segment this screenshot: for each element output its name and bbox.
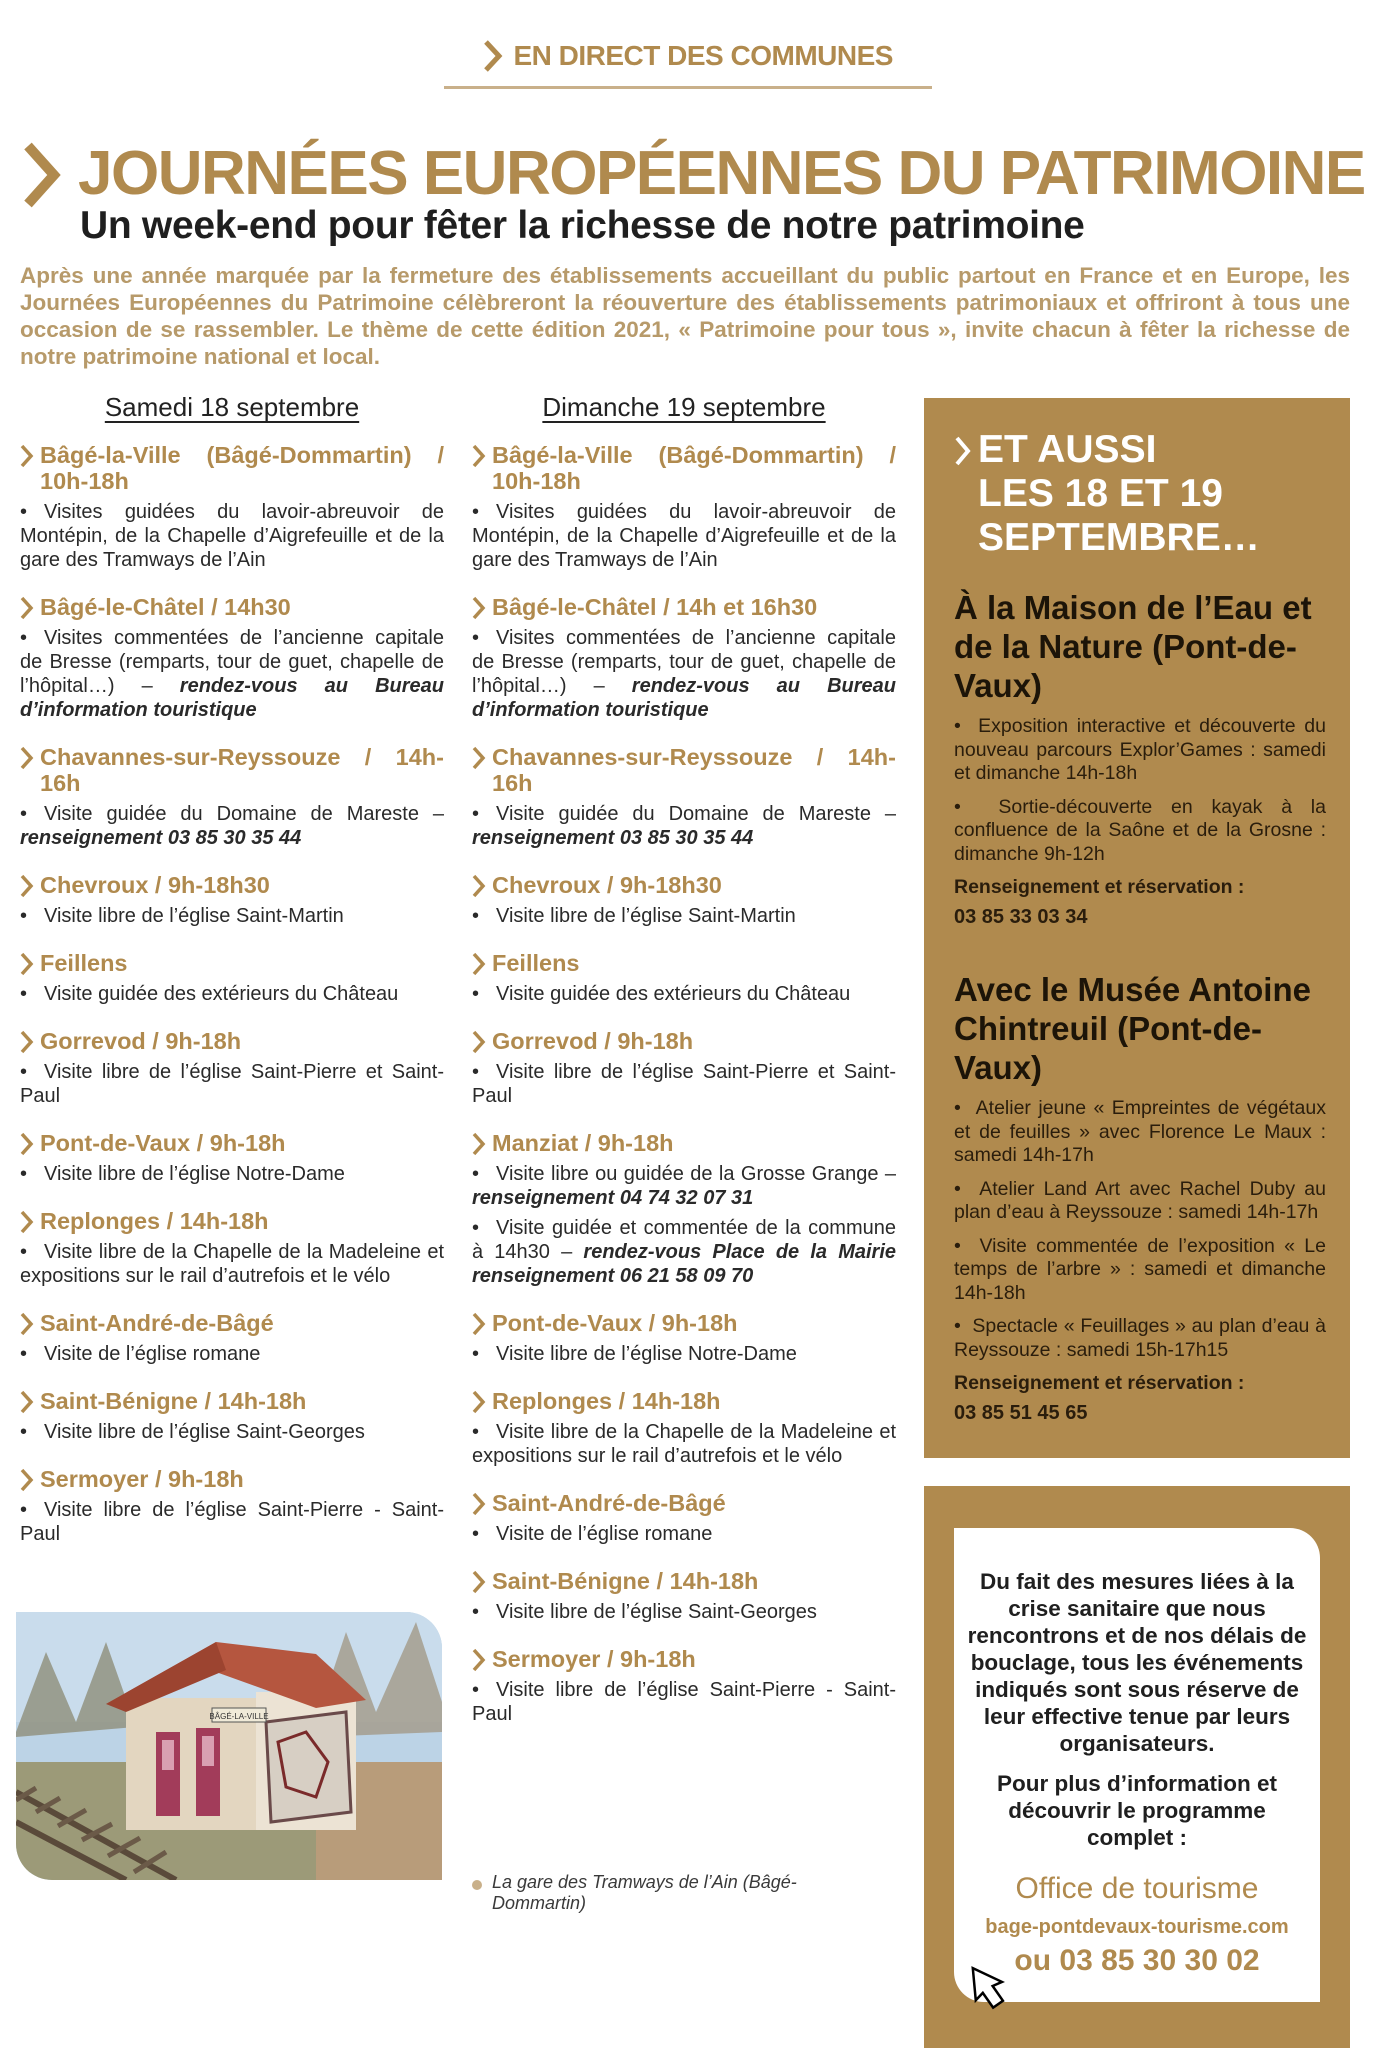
event-description: • Visite de l’église romane <box>472 1523 713 1545</box>
event-contact: renseignement 04 74 32 07 31 <box>472 1187 754 1209</box>
event-item <box>472 1388 896 1468</box>
event-title: Chevroux / 9h-18h30 <box>472 872 896 898</box>
musee-section <box>954 970 1326 1435</box>
chevron-right-icon <box>20 1468 34 1492</box>
event-title: Saint-André-de-Bâgé <box>472 1490 896 1516</box>
also-heading <box>954 428 1334 560</box>
event-item <box>472 1130 896 1288</box>
maison-title: À la Maison de l’Eau et de la Nature (Pont-de-Vaux) <box>954 589 1312 704</box>
event-title: Gorrevod / 9h-18h <box>472 1028 896 1054</box>
event-description: • Visite libre de l’église Saint-Pierre et Saint-Paul <box>20 1061 444 1107</box>
sunday-event-list <box>472 442 896 1726</box>
also-heading-line-1: ET AUSSI <box>978 428 1157 471</box>
event-title: Bâgé-la-Ville (Bâgé-Dommartin) / 10h-18h <box>20 442 444 494</box>
sunday-column <box>472 392 896 1748</box>
event-description: • Visite guidée du Domaine de Mareste – renseignement 03 85 30 35 44 <box>20 803 444 849</box>
event-item <box>472 1646 896 1726</box>
photo-caption: La gare des Tramways de l’Ain (Bâgé-Dommartin) <box>492 1872 797 1913</box>
maison-reservation-label: Renseignement et réservation : <box>954 876 1245 898</box>
section-label: EN DIRECT DES COMMUNES <box>513 40 893 71</box>
event-contact: rendez-vous au Bureau d’information touristique <box>20 675 444 721</box>
event-item <box>472 442 896 572</box>
event-description: • Visites guidées du lavoir-abreuvoir de Montépin, de la Chapelle d’Aigrefeuille et de la gare des Tramways de l’Ain <box>20 501 444 571</box>
event-item <box>472 744 896 850</box>
event-description: • Visite libre de l’église Saint-Georges <box>20 1421 365 1443</box>
event-item <box>20 1208 444 1288</box>
sanitary-notice: Du fait des mesures liées à la crise sanitaire que nous rencontrons et de nos délais de bouclage, tous les événements indiqués sont sous réserve de leur effective tenue par leurs organisateurs. <box>967 1569 1307 1756</box>
event-item <box>20 1310 444 1366</box>
event-item <box>20 744 444 850</box>
musee-item-2: • Atelier Land Art avec Rachel Duby au plan d’eau à Reyssouze : samedi 14h-17h <box>954 1177 1326 1223</box>
event-item <box>472 1310 896 1366</box>
chevron-right-icon <box>472 874 486 898</box>
musee-title: Avec le Musée Antoine Chintreuil (Pont-de-Vaux) <box>954 971 1311 1086</box>
event-description: • Visite guidée des extérieurs du Château <box>20 983 399 1005</box>
event-item <box>472 950 896 1006</box>
event-item <box>472 1028 896 1108</box>
maison-item-1: • Exposition interactive et découverte du nouveau parcours Explor’Games : samedi et dimanche 14h-18h <box>954 715 1326 784</box>
musee-phone: 03 85 51 45 65 <box>954 1401 1088 1424</box>
event-description: • Visite guidée du Domaine de Mareste – renseignement 03 85 30 35 44 <box>472 803 896 849</box>
also-panel <box>924 398 1350 1458</box>
event-title: Pont-de-Vaux / 9h-18h <box>472 1310 896 1336</box>
cursor-arrow-icon <box>966 1962 1006 2012</box>
musee-item-3: • Visite commentée de l’exposition « Le temps de l’arbre » : samedi et dimanche 14h-18h <box>954 1234 1327 1304</box>
event-title: Sermoyer / 9h-18h <box>472 1646 896 1672</box>
event-description: • Visite libre de l’église Notre-Dame <box>20 1163 345 1185</box>
event-contact: renseignement 03 85 30 35 44 <box>20 827 302 849</box>
info-card <box>954 1528 1320 2002</box>
chevron-right-icon <box>20 1390 34 1414</box>
chevron-right-icon <box>472 596 486 620</box>
event-description: • Visite libre de l’église Saint-Pierre - Saint-Paul <box>472 1679 896 1725</box>
event-description: • Visite de l’église romane <box>20 1343 261 1365</box>
chevron-right-icon <box>472 444 486 468</box>
event-description: • Visite libre de l’église Saint-Pierre et Saint-Paul <box>472 1061 896 1107</box>
chevron-right-icon <box>472 746 486 770</box>
event-description: • Visite libre ou guidée de la Grosse Grange – renseignement 04 74 32 07 31 <box>472 1163 896 1209</box>
caption-bullet <box>472 1880 482 1890</box>
chevron-right-icon <box>472 1570 486 1594</box>
chevron-right-icon <box>483 40 503 72</box>
office-website-link[interactable]: bage-pontdevaux-tourisme.com <box>985 1916 1289 1938</box>
tramway-station-illustration <box>16 1612 442 1880</box>
event-item <box>20 1388 444 1444</box>
chevron-right-icon <box>20 1030 34 1054</box>
event-title: Saint-André-de-Bâgé <box>20 1310 444 1336</box>
event-contact: rendez-vous au Bureau d’information touristique <box>472 675 896 721</box>
chevron-right-icon <box>20 746 34 770</box>
event-description: • Visite libre de la Chapelle de la Madeleine et expositions sur le rail d’autrefois et le vélo <box>472 1421 896 1467</box>
station-sign: BÂGÉ-LA-VILLE <box>209 1712 269 1721</box>
chevron-right-icon <box>20 952 34 976</box>
chevron-right-icon <box>472 1132 486 1156</box>
maison-phone: 03 85 33 03 34 <box>954 905 1088 928</box>
chevron-right-icon <box>954 436 972 466</box>
event-title: Bâgé-la-Ville (Bâgé-Dommartin) / 10h-18h <box>472 442 896 494</box>
event-title: Saint-Bénigne / 14h-18h <box>472 1568 896 1594</box>
event-description: • Visite libre de la Chapelle de la Madeleine et expositions sur le rail d’autrefois et le vélo <box>20 1241 444 1287</box>
event-item <box>20 950 444 1006</box>
event-title: Manziat / 9h-18h <box>472 1130 896 1156</box>
chevron-right-icon <box>472 1312 486 1336</box>
event-item <box>20 442 444 572</box>
event-description: • Visite guidée et commentée de la commune à 14h30 – rendez-vous Place de la Mairie renseignement 06 21 58 09 70 <box>472 1217 897 1287</box>
more-info-text: Pour plus d’information et découvrir le programme complet : <box>997 1771 1277 1850</box>
musee-item-4: • Spectacle « Feuillages » au plan d’eau à Reyssouze : samedi 15h-17h15 <box>954 1315 1327 1361</box>
event-description: • Visites commentées de l’ancienne capitale de Bresse (remparts, tour de guet, chapelle de l’hôpital…) – rendez-vous au Bureau d’information touristique <box>472 627 896 721</box>
saturday-column <box>20 392 444 1568</box>
event-title: Chavannes-sur-Reyssouze / 14h-16h <box>20 744 444 796</box>
also-heading-line-2: LES 18 ET 19 <box>978 472 1223 515</box>
office-phone: ou 03 85 30 30 02 <box>1014 1944 1260 1977</box>
event-description: • Visite libre de l’église Saint-Martin <box>472 905 796 927</box>
event-title: Gorrevod / 9h-18h <box>20 1028 444 1054</box>
event-contact: renseignement 03 85 30 35 44 <box>472 827 754 849</box>
event-title: Saint-Bénigne / 14h-18h <box>20 1388 444 1414</box>
chevron-right-icon <box>472 1492 486 1516</box>
office-name: Office de tourisme <box>1015 1872 1259 1905</box>
chevron-right-icon <box>20 1312 34 1336</box>
also-heading-line-3: SEPTEMBRE… <box>978 516 1260 559</box>
musee-item-1: • Atelier jeune « Empreintes de végétaux et de feuilles » avec Florence Le Maux : samedi 14h-17h <box>954 1097 1326 1166</box>
page-title: JOURNÉES EUROPÉENNES DU PATRIMOINE <box>78 139 1365 208</box>
maison-section <box>954 588 1326 939</box>
event-item <box>472 872 896 928</box>
event-title: Sermoyer / 9h-18h <box>20 1466 444 1492</box>
event-title: Bâgé-le-Châtel / 14h30 <box>20 594 444 620</box>
maison-item-2: • Sortie-découverte en kayak à la confluence de la Saône et de la Grosne : dimanche 9h-12h <box>954 795 1326 865</box>
event-item <box>472 594 896 722</box>
event-item <box>472 1568 896 1624</box>
event-description: • Visites commentées de l’ancienne capitale de Bresse (remparts, tour de guet, chapelle de l’hôpital…) – rendez-vous au Bureau d’information touristique <box>20 627 444 721</box>
event-item <box>20 1028 444 1108</box>
event-description: • Visite libre de l’église Notre-Dame <box>472 1343 797 1365</box>
sunday-heading: Dimanche 19 septembre <box>542 392 826 422</box>
chevron-right-icon <box>20 444 34 468</box>
intro-paragraph: Après une année marquée par la fermeture des établissements accueillant du public partout en France et en Europe, les Journées Européennes du Patrimoine célèbreront la réouverture des établissements patrimoniaux et offriront à tous une occasion de se rassembler. Le thème de cette édition 2021, « Patrimoine pour tous », invite chacun à fêter la richesse de notre patrimoine national et local. <box>20 263 1350 369</box>
chevron-right-icon <box>472 1390 486 1414</box>
event-title: Feillens <box>472 950 896 976</box>
station-photo <box>16 1612 442 1880</box>
event-description: • Visite guidée des extérieurs du Château <box>472 983 851 1005</box>
chevron-right-icon <box>20 1132 34 1156</box>
chevron-right-icon <box>472 952 486 976</box>
saturday-event-list <box>20 442 444 1546</box>
event-item <box>20 594 444 722</box>
chevron-right-icon <box>20 596 34 620</box>
chevron-right-icon <box>20 1210 34 1234</box>
event-title: Chevroux / 9h-18h30 <box>20 872 444 898</box>
event-title: Feillens <box>20 950 444 976</box>
event-item <box>20 1466 444 1546</box>
event-description: • Visite libre de l’église Saint-Georges <box>472 1601 817 1623</box>
event-item <box>20 1130 444 1186</box>
event-title: Replonges / 14h-18h <box>20 1208 444 1234</box>
event-item <box>472 1490 896 1546</box>
event-description: • Visite libre de l’église Saint-Martin <box>20 905 344 927</box>
chevron-right-icon <box>472 1648 486 1672</box>
musee-reservation-label: Renseignement et réservation : <box>954 1372 1245 1394</box>
chevron-right-icon <box>22 142 62 208</box>
chevron-right-icon <box>20 874 34 898</box>
event-title: Replonges / 14h-18h <box>472 1388 896 1414</box>
event-contact: rendez-vous Place de la Mairie renseignement 06 21 58 09 70 <box>472 1241 897 1287</box>
event-description: • Visite libre de l’église Saint-Pierre - Saint-Paul <box>20 1499 444 1545</box>
event-title: Bâgé-le-Châtel / 14h et 16h30 <box>472 594 896 620</box>
section-tag <box>444 40 932 89</box>
event-title: Pont-de-Vaux / 9h-18h <box>20 1130 444 1156</box>
saturday-heading: Samedi 18 septembre <box>104 392 360 422</box>
chevron-right-icon <box>472 1030 486 1054</box>
page-subtitle: Un week-end pour fêter la richesse de notre patrimoine <box>80 204 1085 247</box>
event-title: Chavannes-sur-Reyssouze / 14h-16h <box>472 744 896 796</box>
event-item <box>20 872 444 928</box>
event-description: • Visites guidées du lavoir-abreuvoir de Montépin, de la Chapelle d’Aigrefeuille et de la gare des Tramways de l’Ain <box>472 501 896 571</box>
